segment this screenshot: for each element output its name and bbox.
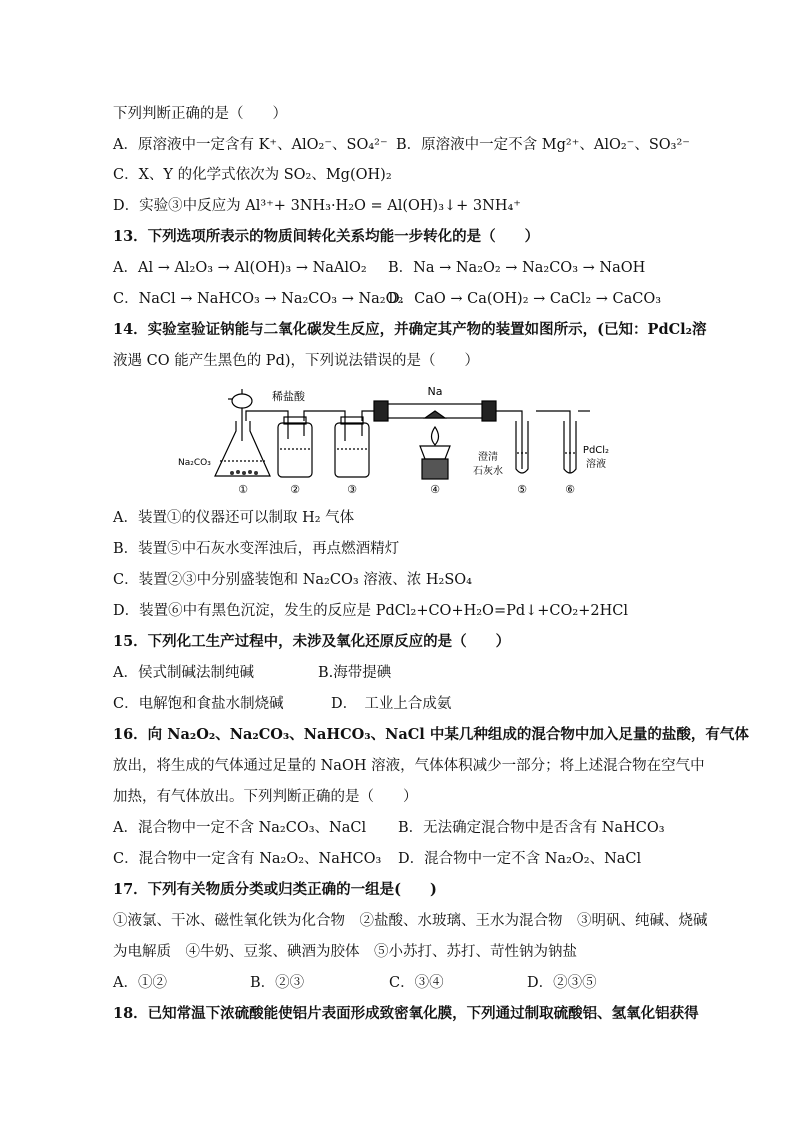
question-15: 15．下列化工生产过程中，未涉及氧化还原反应的是（ ） [113, 633, 511, 650]
option-12d: D．实验③中反应为 Al³⁺+ 3NH₃·H₂O = Al(OH)₃↓+ 3NH₄⁺ [113, 198, 521, 214]
label-device-5: ⑤ [517, 483, 527, 496]
label-device-6: ⑥ [565, 483, 575, 496]
question-16-line1: 16．向 Na₂O₂、Na₂CO₃、NaHCO₃、NaCl 中某几种组成的混合物中加入足量的盐酸，有气体 [113, 726, 749, 743]
option-17d: D．②③⑤ [527, 975, 597, 991]
question-13: 13．下列选项所表示的物质间转化关系均能一步转化的是（ ） [113, 228, 540, 245]
option-12c: C．X、Y 的化学式依次为 SO₂、Mg(OH)₂ [113, 167, 392, 183]
option-14a: A．装置①的仪器还可以制取 H₂ 气体 [113, 510, 355, 526]
apparatus-figure [170, 381, 610, 501]
connecting-tubes [246, 411, 590, 473]
question-stem-12: 下列判断正确的是（ ） [113, 106, 287, 122]
alcohol-lamp [420, 427, 450, 479]
label-device-1: ① [238, 483, 248, 496]
question-17: 17．下列有关物质分类或归类正确的一组是( ) [113, 881, 437, 898]
option-12a: A．原溶液中一定含有 K⁺、AlO₂⁻、SO₄²⁻ [113, 137, 388, 153]
option-15c: C．电解饱和食盐水制烧碱 [113, 696, 284, 712]
option-16c: C．混合物中一定含有 Na₂O₂、NaHCO₃ [113, 851, 382, 867]
apparatus-tube-4 [374, 401, 496, 421]
label-device-3: ③ [347, 483, 357, 496]
question-16-line2: 放出，将生成的气体通过足量的 NaOH 溶液，气体体积减少一部分；将上述混合物在空气中 [113, 758, 705, 774]
option-17b: B．②③ [250, 975, 305, 991]
question-17-line2: ①液氯、干冰、磁性氧化铁为化合物 ②盐酸、水玻璃、王水为混合物 ③明矾、纯碱、烧碱 [113, 913, 708, 929]
apparatus-bottle-3 [335, 417, 369, 477]
label-na2co3: Na₂CO₃ [178, 458, 211, 468]
apparatus-bottle-2 [278, 417, 312, 477]
option-16a: A．混合物中一定不含 Na₂CO₃、NaCl [113, 820, 367, 836]
label-pdcl2-2: 溶液 [586, 459, 606, 470]
question-17-line3: 为电解质 ④牛奶、豆浆、碘酒为胶体 ⑤小苏打、苏打、苛性钠为钠盐 [113, 944, 577, 960]
option-15a: A．侯式制碱法制纯碱 [113, 665, 254, 681]
label-limewater-2: 石灰水 [473, 466, 503, 477]
label-na: Na [427, 385, 443, 398]
question-14-line1: 14．实验室验证钠能与二氧化碳发生反应，并确定其产物的装置如图所示，(已知：PdCl₂溶 [113, 321, 707, 338]
question-14-line2: 液遇 CO 能产生黑色的 Pd)，下列说法错误的是（ ） [113, 353, 480, 369]
label-device-4: ④ [430, 483, 440, 496]
label-device-2: ② [290, 483, 300, 496]
option-15b: B.海带提碘 [318, 665, 392, 681]
option-13b: B．Na → Na₂O₂ → Na₂CO₃ → NaOH [388, 260, 646, 276]
option-13a: A．Al → Al₂O₃ → Al(OH)₃ → NaAlO₂ [113, 260, 367, 276]
label-pdcl2-1: PdCl₂ [582, 445, 610, 456]
option-15d: D． 工业上合成氨 [331, 696, 452, 712]
question-18: 18．已知常温下浓硫酸能使铝片表面形成致密氧化膜，下列通过制取硫酸铝、氢氧化铝获得 [113, 1005, 699, 1022]
option-17a: A．①② [113, 975, 167, 991]
apparatus-flask-1 [215, 389, 270, 476]
option-14b: B．装置⑤中石灰水变浑浊后，再点燃酒精灯 [113, 541, 400, 557]
label-dilute-hcl: 稀盐酸 [272, 390, 305, 403]
question-16-line3: 加热，有气体放出。下列判断正确的是（ ） [113, 789, 418, 805]
option-17c: C．③④ [389, 975, 444, 991]
option-14c: C．装置②③中分别盛装饱和 Na₂CO₃ 溶液、浓 H₂SO₄ [113, 572, 472, 588]
option-12b: B．原溶液中一定不含 Mg²⁺、AlO₂⁻、SO₃²⁻ [396, 137, 690, 153]
option-16d: D．混合物中一定不含 Na₂O₂、NaCl [398, 851, 642, 867]
option-13d: D．CaO → Ca(OH)₂ → CaCl₂ → CaCO₃ [388, 291, 662, 307]
option-14d: D．装置⑥中有黑色沉淀，发生的反应是 PdCl₂+CO+H₂O=Pd↓+CO₂+2HCl [113, 603, 628, 619]
option-13c: C．NaCl → NaHCO₃ → Na₂CO₃ → Na₂O₂ [113, 291, 404, 307]
label-limewater-1: 澄清 [478, 452, 498, 463]
solid-reactant [230, 470, 258, 475]
option-16b: B．无法确定混合物中是否含有 NaHCO₃ [398, 820, 665, 836]
